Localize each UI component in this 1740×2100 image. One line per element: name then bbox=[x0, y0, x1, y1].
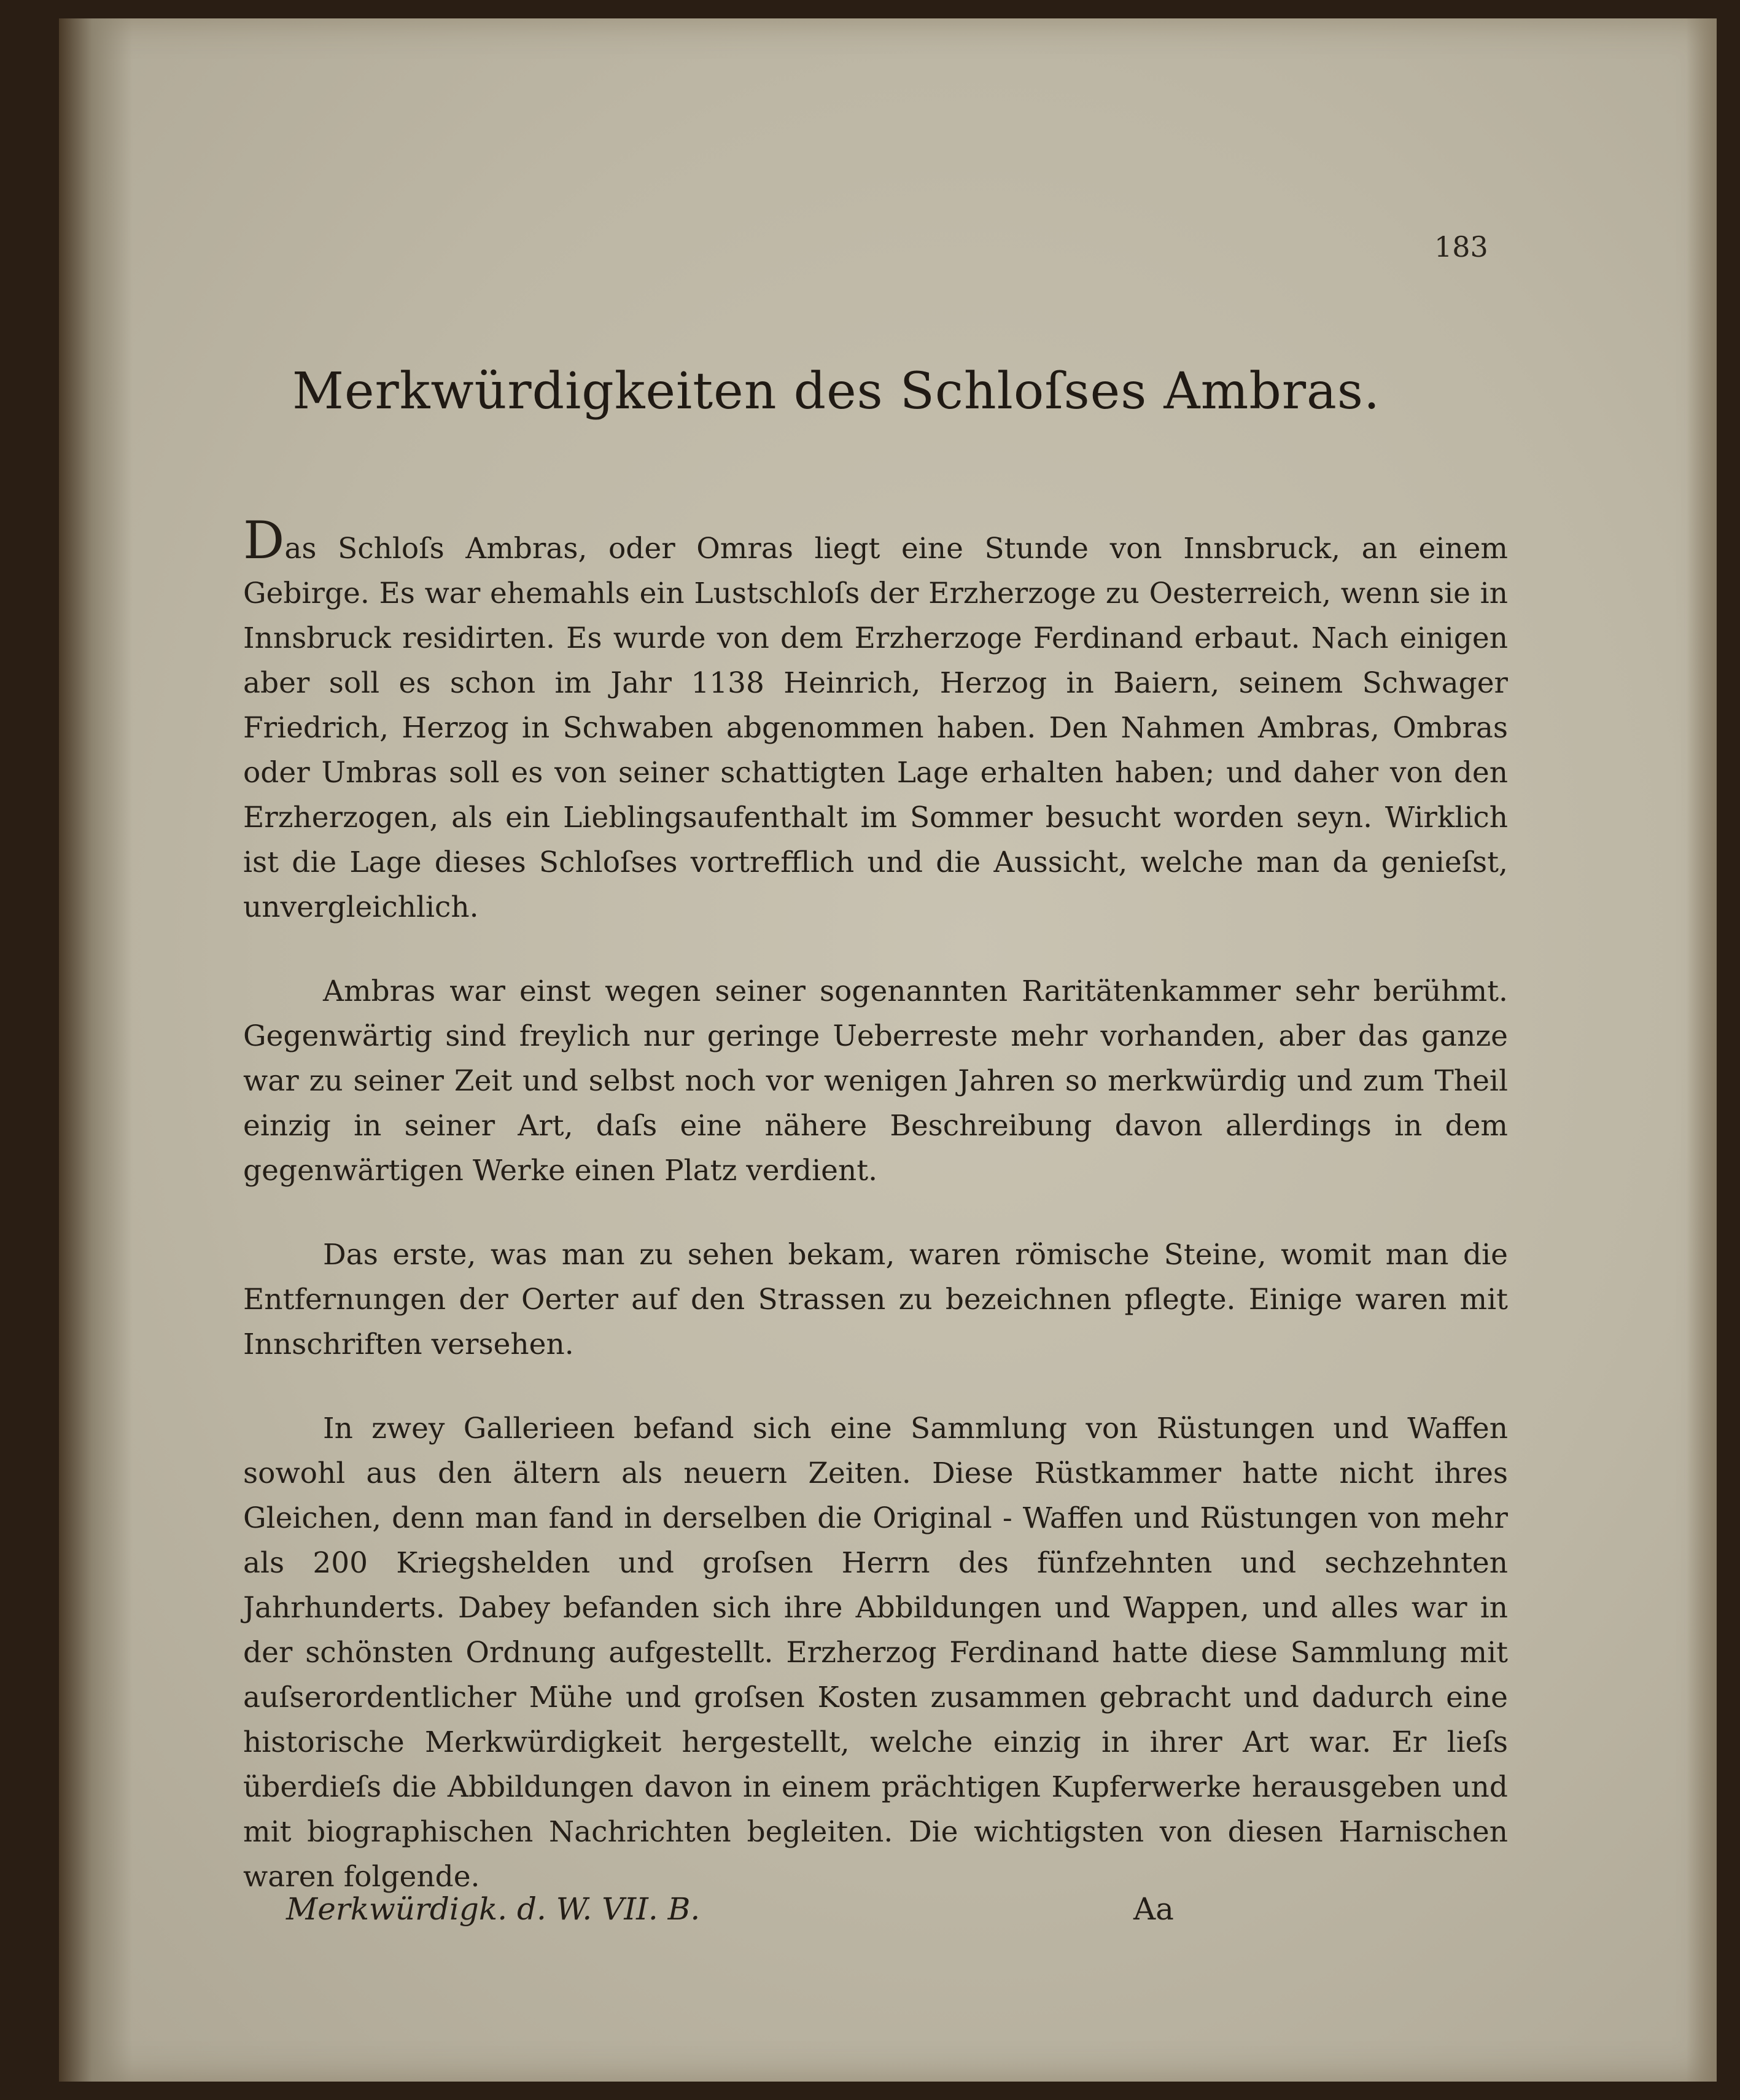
paragraph-text: as Schloſs Ambras, oder Omras liegt eine Stunde von Innsbruck, an einem Gebirge. Es war ehemahls ein Lustschloſs der Erzherzoge zu Oesterreich, wenn sie in Innsbruck residirten. Es wurde von dem Erzherzoge Ferdinand erbaut. Nach einigen aber soll es schon im Jahr 1138 Heinrich, Herzog in Baiern, seinem Schwager Friedrich, Herzog in Schwaben abgenommen haben. Den Nahmen Ambras, Ombras oder Umbras soll es von seiner schattigten Lage erhalten haben; und daher von den Erzherzogen, als ein Lieblingsaufenthalt im Sommer besucht worden seyn. Wirklich ist die Lage dieses Schloſses vortrefflich und die Aussicht, welche man da genieſst, unvergleichlich. bbox=[243, 532, 1508, 924]
chapter-title: Merkwürdigkeiten des Schloſses Ambras. bbox=[292, 362, 1381, 421]
paragraph-4: In zwey Gallerieen befand sich eine Sammlung von Rüstungen und Waffen sowohl aus den ältern als neuern Zeiten. Diese Rüstkammer hatte nicht ihres Gleichen, denn man fand in derselben die Original - Waffen und Rüstungen von mehr als 200 Kriegshelden und groſsen Herrn des fünfzehnten und sechzehnten Jahrhunderts. Dabey befanden sich ihre Abbildungen und Wappen, und alles war in der schönsten Ordnung aufgestellt. Erzherzog Ferdinand hatte diese Sammlung mit auſserordentlicher Mühe und groſsen Kosten zusammen gebracht und dadurch eine historische Merkwürdigkeit hergestellt, welche einzig in ihrer Art war. Er lieſs überdieſs die Abbildungen davon in einem prächtigen Kupferwerke herausgeben und mit biographischen Nachrichten begleiten. Die wichtigsten von diesen Harnischen waren folgende. bbox=[243, 1412, 1508, 1894]
book-page bbox=[59, 18, 1717, 2082]
initial-letter: D bbox=[243, 510, 285, 570]
page-number: 183 bbox=[1434, 230, 1488, 263]
binding-gutter bbox=[59, 18, 133, 2082]
body-text bbox=[243, 510, 1508, 1939]
signature-line: Merkwürdigk. d. W. VII. B. bbox=[286, 1891, 701, 1927]
paragraph-2: Ambras war einst wegen seiner sogenannten Raritätenkammer sehr berühmt. Gegenwärtig sind freylich nur geringe Ueberreste mehr vorhanden, aber das ganze war zu seiner Zeit und selbst noch vor wenigen Jahren so merkwürdig und zum Theil einzig in seiner Art, daſs eine nähere Beschreibung davon allerdings in dem gegenwärtigen Werke einen Platz verdient. bbox=[243, 974, 1508, 1188]
signature-mark: Aa bbox=[1133, 1891, 1174, 1927]
paragraph-3: Das erste, was man zu sehen bekam, waren römische Steine, womit man die Entfernungen der Oerter auf den Strassen zu bezeichnen pflegte. Einige waren mit Innschriften versehen. bbox=[243, 1238, 1508, 1361]
paragraph-1 bbox=[243, 510, 1508, 930]
page-edge bbox=[1686, 18, 1717, 2082]
